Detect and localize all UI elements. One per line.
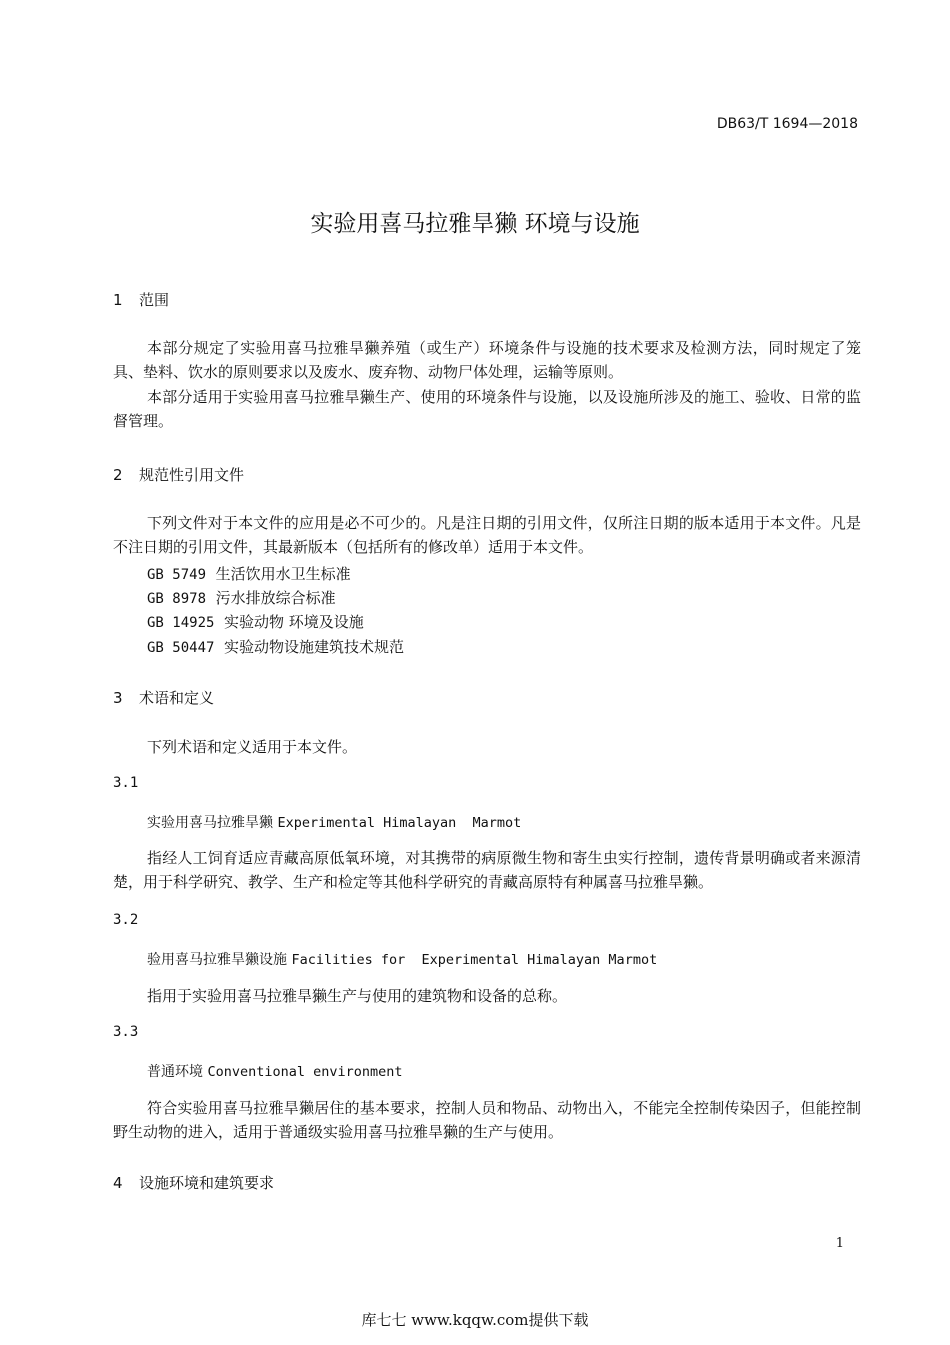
reference-item xyxy=(147,563,351,584)
reference-name: 实验动物设施建筑技术规范 xyxy=(223,638,404,656)
term-definition: 符合实验用喜马拉雅旱獭居住的基本要求，控制人员和物品、动物出入，不能完全控制传染因子，但能控制野生动物的进入，适用于普通级实验用喜马拉雅旱獭的生产与使用。 xyxy=(113,1099,861,1141)
section-2-heading xyxy=(113,464,244,485)
section-title: 设施环境和建筑要求 xyxy=(139,1174,275,1192)
term-number: 3.2 xyxy=(113,912,139,928)
section-title: 术语和定义 xyxy=(139,689,215,707)
reference-item xyxy=(147,611,364,632)
term-zh: 验用喜马拉雅旱獭设施 xyxy=(147,952,287,968)
term-number: 3.3 xyxy=(113,1024,139,1040)
document-title: 实验用喜马拉雅旱獭 环境与设施 xyxy=(310,211,640,237)
term-heading xyxy=(147,812,521,832)
section-number: 4 xyxy=(113,1174,123,1192)
term-heading xyxy=(147,1061,403,1081)
term-zh: 普通环境 xyxy=(147,1064,203,1080)
reference-id: GB 14925 xyxy=(147,615,215,631)
section-title: 规范性引用文件 xyxy=(139,466,245,484)
section-2-paragraph: 下列文件对于本文件的应用是必不可少的。凡是注日期的引用文件，仅所注日期的版本适用于本文件。凡是不注日期的引用文件，其最新版本（包括所有的修改单）适用于本文件。 xyxy=(113,514,861,556)
reference-id: GB 50447 xyxy=(147,640,215,656)
standard-code: DB63/T 1694—2018 xyxy=(716,116,858,132)
footer-watermark: 库七七 www.kqqw.com提供下载 xyxy=(361,1311,589,1329)
term-number: 3.1 xyxy=(113,775,139,791)
term-definition: 指用于实验用喜马拉雅旱獭生产与使用的建筑物和设备的总称。 xyxy=(147,987,568,1005)
term-definition: 指经人工饲育适应青藏高原低氧环境，对其携带的病原微生物和寄生虫实行控制，遗传背景明确或者来源清楚，用于科学研究、教学、生产和检定等其他科学研究的青藏高原特有种属喜马拉雅旱獭。 xyxy=(113,849,861,891)
reference-id: GB 8978 xyxy=(147,591,207,607)
term-en: Facilities for Experimental Himalayan Marmot xyxy=(291,952,658,968)
section-number: 1 xyxy=(113,291,123,309)
page-number: 1 xyxy=(835,1236,844,1251)
reference-name: 生活饮用水卫生标准 xyxy=(215,565,351,583)
term-en: Conventional environment xyxy=(207,1064,403,1080)
term-heading xyxy=(147,949,657,969)
section-title: 范围 xyxy=(139,291,170,309)
reference-name: 实验动物 环境及设施 xyxy=(223,613,364,631)
reference-id: GB 5749 xyxy=(147,567,207,583)
section-1-paragraph-1: 本部分规定了实验用喜马拉雅旱獭养殖（或生产）环境条件与设施的技术要求及检测方法，同时规定了笼具、垫料、饮水的原则要求以及废水、废弃物、动物尸体处理，运输等原则。 xyxy=(113,339,861,381)
section-3-heading xyxy=(113,687,214,708)
section-4-heading xyxy=(113,1172,274,1193)
section-1-heading xyxy=(113,289,169,310)
reference-item xyxy=(147,636,404,657)
term-en: Experimental Himalayan Marmot xyxy=(277,815,522,831)
section-number: 3 xyxy=(113,689,123,707)
reference-name: 污水排放综合标准 xyxy=(215,589,336,607)
term-zh: 实验用喜马拉雅旱獭 xyxy=(147,815,273,831)
reference-item xyxy=(147,587,336,608)
section-1-paragraph-2: 本部分适用于实验用喜马拉雅旱獭生产、使用的环境条件与设施，以及设施所涉及的施工、验收、日常的监督管理。 xyxy=(113,388,861,430)
section-number: 2 xyxy=(113,466,123,484)
section-3-intro: 下列术语和定义适用于本文件。 xyxy=(147,738,358,756)
